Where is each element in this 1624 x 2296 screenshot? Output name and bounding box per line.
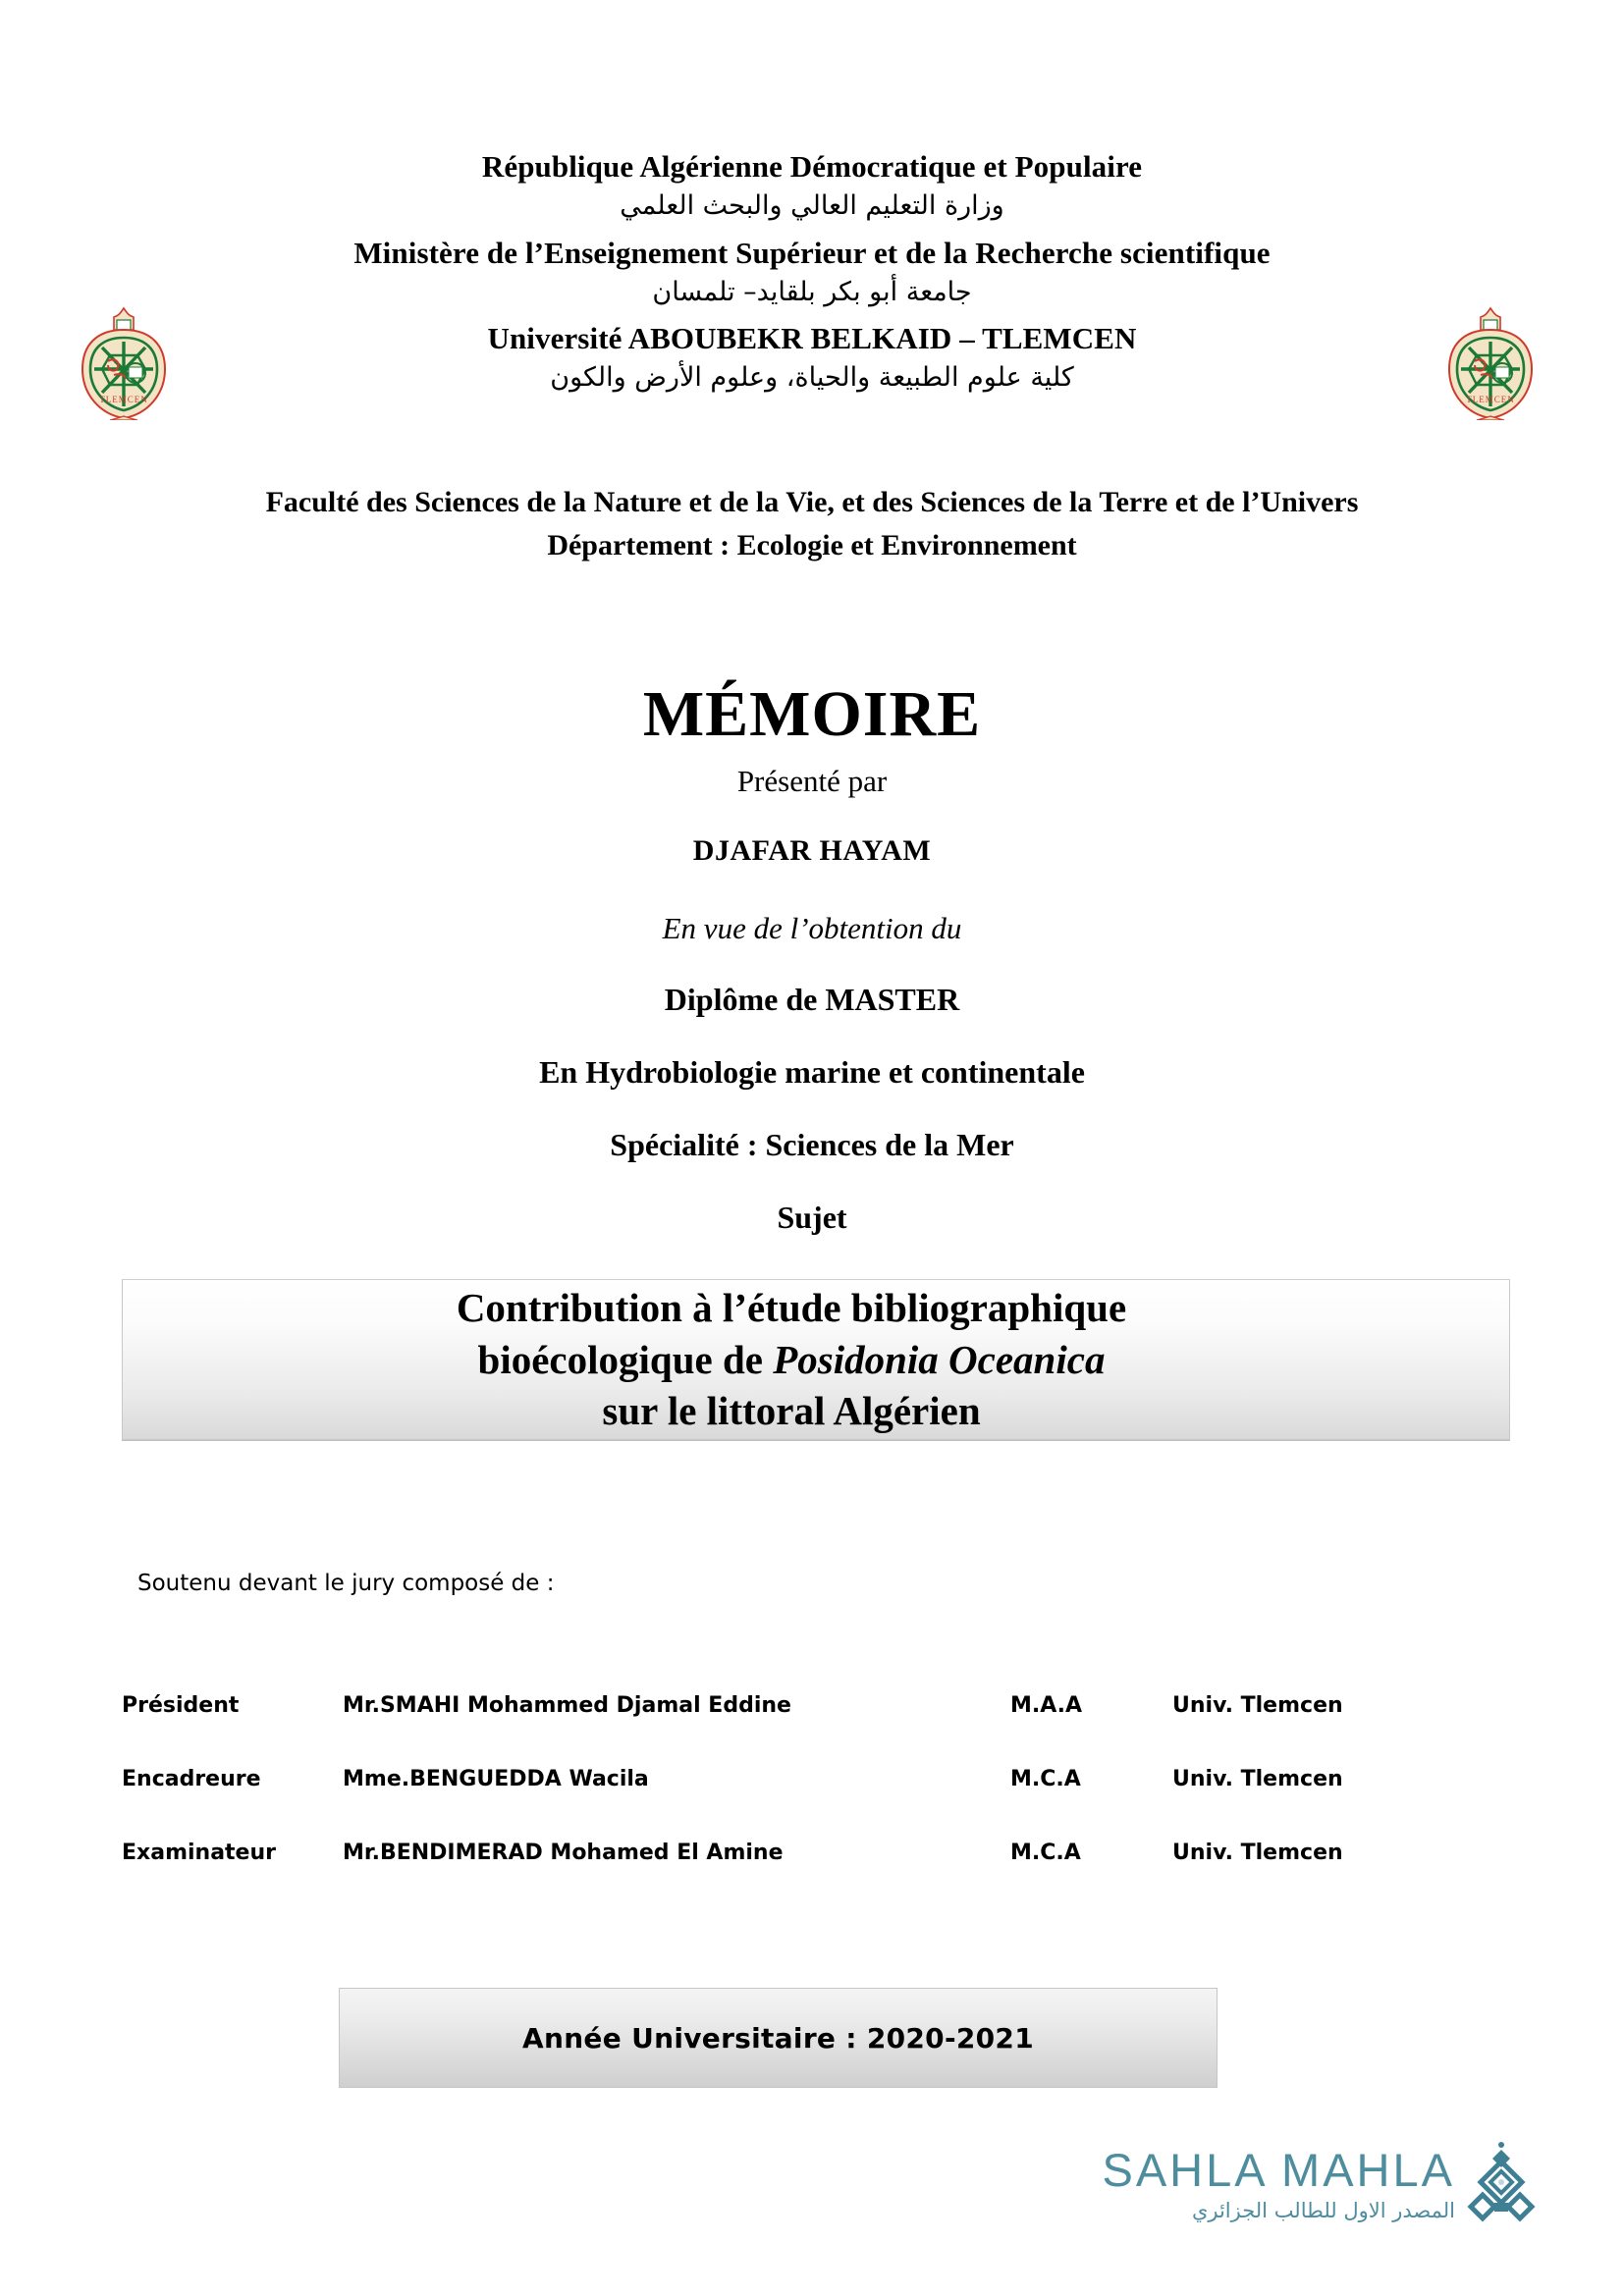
subject-label: Sujet: [777, 1200, 847, 1235]
jury-role: Encadreure: [122, 1767, 261, 1791]
jury-institution: Univ. Tlemcen: [1172, 1841, 1343, 1865]
brand-mark-icon: [1465, 2140, 1538, 2228]
table-row: [122, 1669, 1428, 1742]
jury-table: [122, 1669, 1428, 1890]
ministry-line-arabic: وزارة التعليم العالي والبحث العلمي: [620, 189, 1004, 221]
thesis-title-species: Posidonia Oceanica: [773, 1336, 1106, 1382]
document-type-title: MÉMOIRE: [642, 678, 982, 750]
university-line-french: Université ABOUBEKR BELKAID – TLEMCEN: [487, 321, 1137, 356]
academic-year-box: [339, 1988, 1218, 2088]
svg-text:TLEMCEN: TLEMCEN: [1466, 395, 1515, 404]
jury-grade: M.C.A: [1010, 1841, 1081, 1865]
jury-intro: Soutenu devant le jury composé de :: [137, 1571, 555, 1596]
jury-institution: Univ. Tlemcen: [1172, 1693, 1343, 1718]
purpose-line: En vue de l’obtention du: [662, 911, 962, 945]
ministry-line-french: Ministère de l’Enseignement Supérieur et de la Recherche scientifique: [353, 236, 1271, 271]
faculty-header: [0, 481, 1624, 566]
jury-name: Mr.SMAHI Mohammed Djamal Eddine: [343, 1693, 791, 1718]
jury-role: Examinateur: [122, 1841, 276, 1865]
thesis-title-box: [122, 1279, 1510, 1440]
institution-header: [0, 147, 1624, 399]
academic-year-label: Année Universitaire : 2020-2021: [522, 2021, 1034, 2055]
field-line: En Hydrobiologie marine et continentale: [539, 1054, 1085, 1090]
sahla-mahla-logo: [1076, 2140, 1538, 2228]
brand-tagline: المصدر الاول للطالب الجزائري: [1191, 2199, 1455, 2222]
jury-role: Président: [122, 1693, 240, 1718]
author-name: DJAFAR HAYAM: [692, 834, 932, 867]
thesis-title-line2-prefix: bioécologique de: [477, 1336, 774, 1382]
faculty-line-french: Faculté des Sciences de la Nature et de la Vie, et des Sciences de la Terre et de l’Univers: [265, 486, 1359, 518]
svg-text:TLEMCEN: TLEMCEN: [99, 395, 148, 404]
table-row: [122, 1816, 1428, 1890]
jury-grade: M.A.A: [1010, 1693, 1083, 1718]
jury-name: Mr.BENDIMERAD Mohamed El Amine: [343, 1841, 784, 1865]
specialty-line: Spécialité : Sciences de la Mer: [610, 1127, 1014, 1162]
department-line: Département : Ecologie et Environnement: [547, 528, 1077, 561]
thesis-title-line3: sur le littoral Algérien: [602, 1388, 981, 1434]
brand-name: SAHLA MAHLA: [1102, 2144, 1455, 2196]
republic-line: République Algérienne Démocratique et Populaire: [481, 149, 1143, 184]
jury-name: Mme.BENGUEDDA Wacila: [343, 1767, 649, 1791]
jury-institution: Univ. Tlemcen: [1172, 1767, 1343, 1791]
thesis-title: [427, 1282, 1205, 1436]
thesis-title-line1: Contribution à l’étude bibliographique: [456, 1285, 1127, 1331]
university-line-arabic: جامعة أبو بكر بلقايد– تلمسان: [652, 276, 972, 307]
presented-by-label: Présenté par: [736, 764, 888, 798]
degree-line: Diplôme de MASTER: [664, 982, 960, 1017]
jury-grade: M.C.A: [1010, 1767, 1081, 1791]
faculty-line-arabic: كلية علوم الطبيعة والحياة، وعلوم الأرض والكون: [550, 362, 1074, 394]
table-row: [122, 1742, 1428, 1816]
